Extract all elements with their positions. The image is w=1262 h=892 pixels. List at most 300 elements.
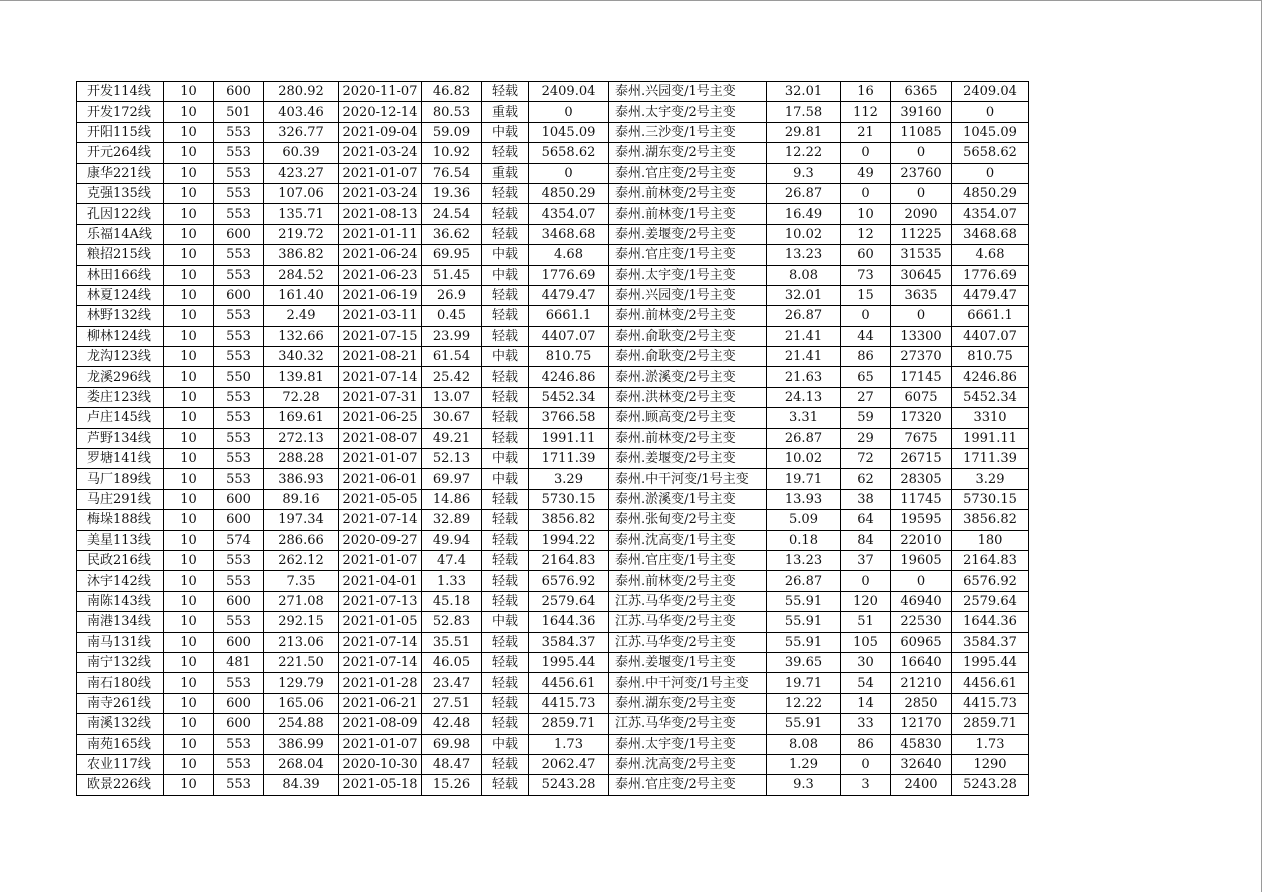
cell-users[interactable]: 29 [841,428,891,448]
cell-status[interactable]: 轻载 [482,306,529,326]
cell-available[interactable]: 4407.07 [952,326,1029,346]
cell-substation[interactable]: 泰州.淤溪变/2号主变 [609,367,767,387]
cell-status[interactable]: 轻载 [482,224,529,244]
cell-load_rate[interactable]: 30.67 [422,408,482,428]
cell-capacity[interactable]: 553 [214,183,264,203]
cell-status[interactable]: 轻载 [482,326,529,346]
cell-trans_load[interactable]: 10.02 [767,449,841,469]
cell-users[interactable]: 51 [841,612,891,632]
cell-substation[interactable]: 泰州.沈高变/1号主变 [609,530,767,550]
cell-name[interactable]: 林野132线 [77,306,164,326]
cell-available[interactable]: 4456.61 [952,673,1029,693]
cell-substation[interactable]: 泰州.沈高变/2号主变 [609,754,767,774]
cell-voltage[interactable]: 10 [164,265,214,285]
cell-users[interactable]: 10 [841,204,891,224]
cell-voltage[interactable]: 10 [164,122,214,142]
cell-margin[interactable]: 2579.64 [529,591,609,611]
cell-capacity[interactable]: 553 [214,775,264,795]
cell-status[interactable]: 轻载 [482,489,529,509]
cell-date[interactable]: 2021-01-07 [339,550,422,570]
cell-available[interactable]: 2579.64 [952,591,1029,611]
cell-load_rate[interactable]: 23.99 [422,326,482,346]
cell-name[interactable]: 孔因122线 [77,204,164,224]
cell-available[interactable]: 3856.82 [952,510,1029,530]
cell-user_capacity[interactable]: 46940 [891,591,952,611]
cell-substation[interactable]: 泰州.姜堰变/1号主变 [609,652,767,672]
cell-load_rate[interactable]: 13.07 [422,387,482,407]
cell-margin[interactable]: 4456.61 [529,673,609,693]
cell-voltage[interactable]: 10 [164,652,214,672]
cell-load_rate[interactable]: 35.51 [422,632,482,652]
cell-load_rate[interactable]: 46.82 [422,82,482,102]
cell-available[interactable]: 1995.44 [952,652,1029,672]
cell-voltage[interactable]: 10 [164,754,214,774]
cell-capacity[interactable]: 574 [214,530,264,550]
cell-margin[interactable]: 3.29 [529,469,609,489]
cell-trans_load[interactable]: 21.63 [767,367,841,387]
cell-voltage[interactable]: 10 [164,489,214,509]
cell-margin[interactable]: 4415.73 [529,693,609,713]
cell-voltage[interactable]: 10 [164,143,214,163]
cell-available[interactable]: 1991.11 [952,428,1029,448]
cell-margin[interactable]: 0 [529,102,609,122]
cell-substation[interactable]: 泰州.俞耿变/2号主变 [609,347,767,367]
cell-user_capacity[interactable]: 0 [891,306,952,326]
cell-users[interactable]: 112 [841,102,891,122]
cell-status[interactable]: 轻载 [482,754,529,774]
cell-capacity[interactable]: 600 [214,714,264,734]
cell-max_current[interactable]: 272.13 [264,428,339,448]
cell-load_rate[interactable]: 61.54 [422,347,482,367]
cell-trans_load[interactable]: 55.91 [767,591,841,611]
cell-users[interactable]: 21 [841,122,891,142]
cell-margin[interactable]: 4.68 [529,245,609,265]
cell-users[interactable]: 38 [841,489,891,509]
cell-users[interactable]: 0 [841,571,891,591]
cell-capacity[interactable]: 553 [214,245,264,265]
cell-trans_load[interactable]: 26.87 [767,428,841,448]
cell-load_rate[interactable]: 19.36 [422,183,482,203]
cell-substation[interactable]: 泰州.太宇变/1号主变 [609,265,767,285]
cell-users[interactable]: 15 [841,285,891,305]
cell-available[interactable]: 1045.09 [952,122,1029,142]
cell-available[interactable]: 4246.86 [952,367,1029,387]
cell-margin[interactable]: 5452.34 [529,387,609,407]
cell-users[interactable]: 30 [841,652,891,672]
cell-substation[interactable]: 泰州.前林变/1号主变 [609,204,767,224]
cell-substation[interactable]: 泰州.太宇变/2号主变 [609,102,767,122]
cell-trans_load[interactable]: 0.18 [767,530,841,550]
cell-load_rate[interactable]: 76.54 [422,163,482,183]
cell-date[interactable]: 2021-05-05 [339,489,422,509]
cell-max_current[interactable]: 219.72 [264,224,339,244]
cell-name[interactable]: 克强135线 [77,183,164,203]
cell-user_capacity[interactable]: 32640 [891,754,952,774]
cell-user_capacity[interactable]: 11085 [891,122,952,142]
cell-voltage[interactable]: 10 [164,183,214,203]
cell-users[interactable]: 73 [841,265,891,285]
cell-date[interactable]: 2021-01-07 [339,734,422,754]
cell-margin[interactable]: 4850.29 [529,183,609,203]
cell-name[interactable]: 沐宇142线 [77,571,164,591]
cell-load_rate[interactable]: 10.92 [422,143,482,163]
cell-capacity[interactable]: 600 [214,82,264,102]
cell-available[interactable]: 6661.1 [952,306,1029,326]
cell-max_current[interactable]: 271.08 [264,591,339,611]
cell-load_rate[interactable]: 69.95 [422,245,482,265]
cell-available[interactable]: 4.68 [952,245,1029,265]
cell-max_current[interactable]: 89.16 [264,489,339,509]
cell-user_capacity[interactable]: 6075 [891,387,952,407]
cell-name[interactable]: 乐福14A线 [77,224,164,244]
cell-status[interactable]: 中载 [482,612,529,632]
cell-capacity[interactable]: 553 [214,204,264,224]
cell-status[interactable]: 中载 [482,469,529,489]
cell-max_current[interactable]: 386.82 [264,245,339,265]
cell-available[interactable]: 2859.71 [952,714,1029,734]
cell-date[interactable]: 2021-01-07 [339,163,422,183]
cell-max_current[interactable]: 262.12 [264,550,339,570]
cell-date[interactable]: 2021-07-14 [339,632,422,652]
cell-capacity[interactable]: 553 [214,428,264,448]
cell-voltage[interactable]: 10 [164,550,214,570]
cell-load_rate[interactable]: 48.47 [422,754,482,774]
cell-max_current[interactable]: 135.71 [264,204,339,224]
cell-margin[interactable]: 5243.28 [529,775,609,795]
cell-users[interactable]: 16 [841,82,891,102]
cell-status[interactable]: 中载 [482,122,529,142]
cell-margin[interactable]: 2409.04 [529,82,609,102]
cell-max_current[interactable]: 197.34 [264,510,339,530]
cell-available[interactable]: 3310 [952,408,1029,428]
cell-available[interactable]: 2164.83 [952,550,1029,570]
cell-substation[interactable]: 泰州.中干河变/1号主变 [609,469,767,489]
cell-trans_load[interactable]: 26.87 [767,306,841,326]
cell-capacity[interactable]: 553 [214,550,264,570]
cell-capacity[interactable]: 600 [214,224,264,244]
cell-name[interactable]: 南石180线 [77,673,164,693]
cell-voltage[interactable]: 10 [164,347,214,367]
cell-trans_load[interactable]: 3.31 [767,408,841,428]
cell-date[interactable]: 2021-07-14 [339,652,422,672]
cell-name[interactable]: 柳林124线 [77,326,164,346]
cell-capacity[interactable]: 553 [214,143,264,163]
cell-trans_load[interactable]: 24.13 [767,387,841,407]
cell-date[interactable]: 2021-08-21 [339,347,422,367]
cell-max_current[interactable]: 107.06 [264,183,339,203]
cell-trans_load[interactable]: 1.29 [767,754,841,774]
cell-margin[interactable]: 5658.62 [529,143,609,163]
cell-capacity[interactable]: 553 [214,449,264,469]
cell-max_current[interactable]: 284.52 [264,265,339,285]
cell-load_rate[interactable]: 23.47 [422,673,482,693]
cell-load_rate[interactable]: 69.98 [422,734,482,754]
cell-status[interactable]: 轻载 [482,775,529,795]
cell-name[interactable]: 南宁132线 [77,652,164,672]
cell-substation[interactable]: 泰州.顾高变/2号主变 [609,408,767,428]
cell-trans_load[interactable]: 26.87 [767,571,841,591]
cell-user_capacity[interactable]: 39160 [891,102,952,122]
cell-max_current[interactable]: 268.04 [264,754,339,774]
cell-load_rate[interactable]: 24.54 [422,204,482,224]
cell-available[interactable]: 5658.62 [952,143,1029,163]
cell-load_rate[interactable]: 27.51 [422,693,482,713]
cell-name[interactable]: 马庄291线 [77,489,164,509]
cell-date[interactable]: 2021-01-11 [339,224,422,244]
cell-available[interactable]: 3584.37 [952,632,1029,652]
cell-status[interactable]: 轻载 [482,693,529,713]
cell-date[interactable]: 2021-08-13 [339,204,422,224]
cell-trans_load[interactable]: 39.65 [767,652,841,672]
cell-margin[interactable]: 4407.07 [529,326,609,346]
cell-voltage[interactable]: 10 [164,734,214,754]
cell-capacity[interactable]: 600 [214,632,264,652]
cell-users[interactable]: 59 [841,408,891,428]
cell-voltage[interactable]: 10 [164,285,214,305]
cell-trans_load[interactable]: 13.93 [767,489,841,509]
cell-available[interactable]: 0 [952,163,1029,183]
cell-user_capacity[interactable]: 19605 [891,550,952,570]
cell-margin[interactable]: 2062.47 [529,754,609,774]
cell-user_capacity[interactable]: 28305 [891,469,952,489]
cell-max_current[interactable]: 213.06 [264,632,339,652]
cell-name[interactable]: 南苑165线 [77,734,164,754]
cell-name[interactable]: 粮招215线 [77,245,164,265]
cell-user_capacity[interactable]: 22530 [891,612,952,632]
cell-capacity[interactable]: 600 [214,591,264,611]
cell-load_rate[interactable]: 51.45 [422,265,482,285]
cell-name[interactable]: 龙沟123线 [77,347,164,367]
cell-date[interactable]: 2021-06-23 [339,265,422,285]
cell-margin[interactable]: 1711.39 [529,449,609,469]
cell-available[interactable]: 1644.36 [952,612,1029,632]
cell-user_capacity[interactable]: 0 [891,183,952,203]
cell-date[interactable]: 2021-07-14 [339,510,422,530]
cell-max_current[interactable]: 161.40 [264,285,339,305]
cell-user_capacity[interactable]: 30645 [891,265,952,285]
cell-max_current[interactable]: 7.35 [264,571,339,591]
cell-margin[interactable]: 1776.69 [529,265,609,285]
cell-users[interactable]: 27 [841,387,891,407]
cell-status[interactable]: 轻载 [482,632,529,652]
cell-trans_load[interactable]: 10.02 [767,224,841,244]
cell-users[interactable]: 44 [841,326,891,346]
cell-date[interactable]: 2021-01-05 [339,612,422,632]
cell-status[interactable]: 轻载 [482,530,529,550]
cell-status[interactable]: 轻载 [482,183,529,203]
cell-user_capacity[interactable]: 2400 [891,775,952,795]
cell-max_current[interactable]: 60.39 [264,143,339,163]
cell-margin[interactable]: 3468.68 [529,224,609,244]
cell-voltage[interactable]: 10 [164,510,214,530]
cell-load_rate[interactable]: 49.94 [422,530,482,550]
cell-users[interactable]: 49 [841,163,891,183]
cell-user_capacity[interactable]: 11745 [891,489,952,509]
cell-capacity[interactable]: 553 [214,571,264,591]
cell-date[interactable]: 2021-03-24 [339,183,422,203]
cell-users[interactable]: 0 [841,754,891,774]
cell-trans_load[interactable]: 21.41 [767,347,841,367]
cell-users[interactable]: 12 [841,224,891,244]
cell-margin[interactable]: 0 [529,163,609,183]
cell-trans_load[interactable]: 16.49 [767,204,841,224]
cell-substation[interactable]: 泰州.兴园变/1号主变 [609,285,767,305]
cell-available[interactable]: 5243.28 [952,775,1029,795]
cell-voltage[interactable]: 10 [164,204,214,224]
cell-substation[interactable]: 泰州.姜堰变/2号主变 [609,449,767,469]
cell-voltage[interactable]: 10 [164,449,214,469]
cell-available[interactable]: 4354.07 [952,204,1029,224]
cell-max_current[interactable]: 423.27 [264,163,339,183]
cell-margin[interactable]: 810.75 [529,347,609,367]
cell-trans_load[interactable]: 9.3 [767,775,841,795]
cell-max_current[interactable]: 132.66 [264,326,339,346]
cell-user_capacity[interactable]: 2850 [891,693,952,713]
cell-user_capacity[interactable]: 22010 [891,530,952,550]
cell-date[interactable]: 2021-08-09 [339,714,422,734]
cell-substation[interactable]: 江苏.马华变/2号主变 [609,714,767,734]
cell-load_rate[interactable]: 32.89 [422,510,482,530]
cell-voltage[interactable]: 10 [164,693,214,713]
cell-user_capacity[interactable]: 0 [891,571,952,591]
cell-name[interactable]: 欧景226线 [77,775,164,795]
cell-name[interactable]: 美星113线 [77,530,164,550]
cell-substation[interactable]: 泰州.官庄变/2号主变 [609,775,767,795]
cell-user_capacity[interactable]: 17145 [891,367,952,387]
cell-voltage[interactable]: 10 [164,326,214,346]
cell-load_rate[interactable]: 52.13 [422,449,482,469]
cell-max_current[interactable]: 2.49 [264,306,339,326]
cell-user_capacity[interactable]: 31535 [891,245,952,265]
cell-status[interactable]: 重载 [482,163,529,183]
cell-user_capacity[interactable]: 17320 [891,408,952,428]
cell-status[interactable]: 轻载 [482,652,529,672]
cell-trans_load[interactable]: 19.71 [767,469,841,489]
cell-capacity[interactable]: 553 [214,469,264,489]
cell-name[interactable]: 梅垛188线 [77,510,164,530]
cell-available[interactable]: 810.75 [952,347,1029,367]
cell-voltage[interactable]: 10 [164,612,214,632]
cell-date[interactable]: 2021-07-31 [339,387,422,407]
cell-status[interactable]: 轻载 [482,591,529,611]
cell-substation[interactable]: 泰州.前林变/2号主变 [609,428,767,448]
cell-name[interactable]: 林夏124线 [77,285,164,305]
cell-name[interactable]: 林田166线 [77,265,164,285]
cell-capacity[interactable]: 553 [214,754,264,774]
cell-available[interactable]: 1.73 [952,734,1029,754]
cell-voltage[interactable]: 10 [164,387,214,407]
cell-substation[interactable]: 泰州.三沙变/1号主变 [609,122,767,142]
cell-date[interactable]: 2021-07-14 [339,367,422,387]
cell-name[interactable]: 民政216线 [77,550,164,570]
cell-status[interactable]: 中载 [482,245,529,265]
cell-margin[interactable]: 4354.07 [529,204,609,224]
cell-status[interactable]: 轻载 [482,673,529,693]
cell-voltage[interactable]: 10 [164,367,214,387]
cell-users[interactable]: 105 [841,632,891,652]
cell-load_rate[interactable]: 15.26 [422,775,482,795]
cell-max_current[interactable]: 72.28 [264,387,339,407]
cell-status[interactable]: 中载 [482,265,529,285]
cell-status[interactable]: 重载 [482,102,529,122]
cell-load_rate[interactable]: 80.53 [422,102,482,122]
cell-capacity[interactable]: 553 [214,612,264,632]
cell-available[interactable]: 3468.68 [952,224,1029,244]
cell-voltage[interactable]: 10 [164,163,214,183]
cell-users[interactable]: 72 [841,449,891,469]
cell-status[interactable]: 轻载 [482,714,529,734]
cell-voltage[interactable]: 10 [164,714,214,734]
cell-date[interactable]: 2021-06-21 [339,693,422,713]
cell-load_rate[interactable]: 52.83 [422,612,482,632]
cell-status[interactable]: 轻载 [482,571,529,591]
cell-voltage[interactable]: 10 [164,428,214,448]
cell-trans_load[interactable]: 13.23 [767,245,841,265]
cell-status[interactable]: 轻载 [482,510,529,530]
cell-users[interactable]: 3 [841,775,891,795]
cell-trans_load[interactable]: 12.22 [767,693,841,713]
cell-load_rate[interactable]: 46.05 [422,652,482,672]
cell-substation[interactable]: 泰州.官庄变/1号主变 [609,245,767,265]
cell-status[interactable]: 轻载 [482,204,529,224]
cell-substation[interactable]: 泰州.湖东变/2号主变 [609,693,767,713]
cell-name[interactable]: 卢庄145线 [77,408,164,428]
cell-date[interactable]: 2021-08-07 [339,428,422,448]
cell-substation[interactable]: 泰州.前林变/2号主变 [609,571,767,591]
cell-capacity[interactable]: 553 [214,387,264,407]
cell-margin[interactable]: 6576.92 [529,571,609,591]
cell-status[interactable]: 轻载 [482,82,529,102]
cell-name[interactable]: 芦野134线 [77,428,164,448]
cell-users[interactable]: 62 [841,469,891,489]
cell-name[interactable]: 罗塘141线 [77,449,164,469]
cell-substation[interactable]: 泰州.前林变/2号主变 [609,306,767,326]
cell-load_rate[interactable]: 36.62 [422,224,482,244]
cell-available[interactable]: 2409.04 [952,82,1029,102]
cell-capacity[interactable]: 553 [214,122,264,142]
cell-users[interactable]: 60 [841,245,891,265]
cell-voltage[interactable]: 10 [164,775,214,795]
cell-capacity[interactable]: 553 [214,347,264,367]
cell-name[interactable]: 马厂189线 [77,469,164,489]
cell-voltage[interactable]: 10 [164,224,214,244]
cell-available[interactable]: 1711.39 [952,449,1029,469]
cell-date[interactable]: 2021-06-24 [339,245,422,265]
cell-date[interactable]: 2020-11-07 [339,82,422,102]
cell-load_rate[interactable]: 25.42 [422,367,482,387]
cell-voltage[interactable]: 10 [164,306,214,326]
cell-date[interactable]: 2021-07-13 [339,591,422,611]
cell-users[interactable]: 14 [841,693,891,713]
cell-max_current[interactable]: 386.93 [264,469,339,489]
cell-date[interactable]: 2021-01-07 [339,449,422,469]
cell-status[interactable]: 轻载 [482,285,529,305]
cell-user_capacity[interactable]: 12170 [891,714,952,734]
cell-voltage[interactable]: 10 [164,632,214,652]
cell-load_rate[interactable]: 0.45 [422,306,482,326]
cell-name[interactable]: 南港134线 [77,612,164,632]
cell-user_capacity[interactable]: 3635 [891,285,952,305]
cell-substation[interactable]: 泰州.张甸变/2号主变 [609,510,767,530]
cell-trans_load[interactable]: 21.41 [767,326,841,346]
cell-available[interactable]: 4415.73 [952,693,1029,713]
cell-user_capacity[interactable]: 11225 [891,224,952,244]
cell-date[interactable]: 2021-09-04 [339,122,422,142]
cell-user_capacity[interactable]: 19595 [891,510,952,530]
cell-max_current[interactable]: 292.15 [264,612,339,632]
cell-users[interactable]: 120 [841,591,891,611]
cell-available[interactable]: 180 [952,530,1029,550]
